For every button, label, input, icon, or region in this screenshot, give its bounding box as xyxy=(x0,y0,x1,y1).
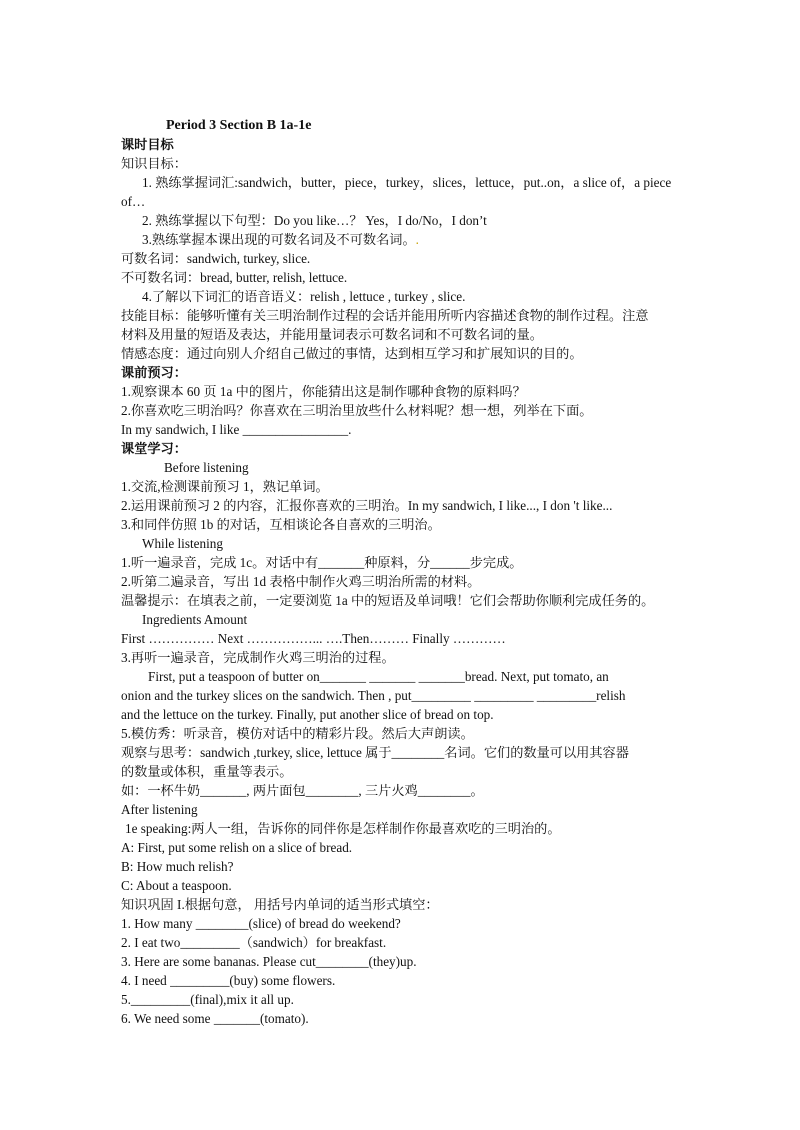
exercise-item-3: 3. Here are some bananas. Please cut________(they)up. xyxy=(121,954,417,969)
while-item-1: 1.听一遍录音，完成 1c。对话中有_______种原料，分______步完成。 xyxy=(121,555,523,570)
exercise-item-4: 4. I need _________(buy) some flowers. xyxy=(121,973,336,988)
example-line: 如：一杯牛奶_______, 两片面包________, 三片火鸡________。 xyxy=(121,783,484,798)
preview-item-2: 2.你喜欢吃三明治吗？你喜欢在三明治里放些什么材料呢？想一想，列举在下面。 xyxy=(121,403,593,418)
imitation-line: 5.模仿秀：听录音，模仿对话中的精彩片段。然后大声朗读。 xyxy=(121,726,474,741)
countable-nouns-line: 可数名词：sandwich, turkey, slice. xyxy=(121,251,311,266)
dialog-line-c: C: About a teaspoon. xyxy=(121,878,232,893)
heading-objectives: 课时目标 xyxy=(121,137,174,152)
before-item-2: 2.运用课前预习 2 的内容，汇报你喜欢的三明治。In my sandwich, I like..., I don 't like... xyxy=(121,498,613,513)
speaking-task-line: 1e speaking:两人一组，告诉你的同伴你是怎样制作你最喜欢吃的三明治的。 xyxy=(125,821,561,836)
before-listening-label: Before listening xyxy=(164,460,249,475)
exercise-item-5: 5._________(final),mix it all up. xyxy=(121,992,294,1007)
preview-fill-line: In my sandwich, I like ________________. xyxy=(121,422,352,437)
observation-line: 观察与思考：sandwich ,turkey, slice, lettuce 属于________名词。它们的数量可以用其容器 xyxy=(121,745,629,760)
emotion-objective-line: 情感态度：通过向别人介绍自己做过的事情，达到相互学习和扩展知识的目的。 xyxy=(121,346,583,361)
skill-objective-line-cont: 材料及用量的短语及表达，并能用量词表示可数名词和不可数名词的量。 xyxy=(121,327,543,342)
knowledge-objective-label: 知识目标： xyxy=(121,156,187,171)
tip-line: 温馨提示：在填表之前，一定要浏览 1a 中的短语及单词哦！它们会帮助你顺利完成任务的。 xyxy=(121,593,655,608)
observation-line-cont: 的数量或体积，重量等表示。 xyxy=(121,764,293,779)
heading-class-study: 课堂学习： xyxy=(121,441,187,456)
while-listening-label: While listening xyxy=(142,536,223,551)
sequence-line: First …………… Next ……………... ….Then……… Finally ………… xyxy=(121,631,506,646)
exercise-item-2: 2. I eat two_________（sandwich）for breakfast. xyxy=(121,935,387,950)
noun-objective-text: 3.熟练掌握本课出现的可数名词及不可数名词。 xyxy=(142,232,416,247)
exercise-item-1: 1. How many ________(slice) of bread do weekend? xyxy=(121,916,401,931)
while-item-2: 2.听第二遍录音，写出 1d 表格中制作火鸡三明治所需的材料。 xyxy=(121,574,481,589)
before-item-1: 1.交流,检测课前预习 1，熟记单词。 xyxy=(121,479,329,494)
document-title: Period 3 Section B 1a-1e xyxy=(166,118,312,133)
noun-objective-line xyxy=(142,231,419,250)
dialog-line-b: B: How much relish? xyxy=(121,859,234,874)
after-listening-label: After listening xyxy=(121,802,198,817)
sentence-pattern-line: 2. 熟练掌握以下句型：Do you like…？ Yes，I do/No，I don’t xyxy=(142,213,487,228)
vocab-objective-line: 1. 熟练掌握词汇:sandwich，butter，piece，turkey，slices，lettuce，put..on，a slice of，a piece xyxy=(142,175,672,190)
uncountable-nouns-line: 不可数名词：bread, butter, relish, lettuce. xyxy=(121,270,348,285)
dialog-line-a: A: First, put some relish on a slice of bread. xyxy=(121,840,353,855)
vocab-objective-line-cont: of… xyxy=(121,194,146,209)
pronunciation-line: 4.了解以下词汇的语音语义：relish , lettuce , turkey , slice. xyxy=(142,289,466,304)
consolidation-heading: 知识巩固 I.根据句意， 用括号内单词的适当形式填空： xyxy=(121,897,439,912)
table-header-line: Ingredients Amount xyxy=(142,612,248,627)
exercise-item-6: 6. We need some _______(tomato). xyxy=(121,1011,309,1026)
before-item-3: 3.和同伴仿照 1b 的对话，互相谈论各自喜欢的三明治。 xyxy=(121,517,441,532)
process-line-1: First, put a teaspoon of butter on_______ _______ _______bread. Next, put tomato, an xyxy=(148,669,609,684)
preview-item-1: 1.观察课本 60 页 1a 中的图片，你能猜出这是制作哪种食物的原料吗？ xyxy=(121,384,526,399)
process-line-3: and the lettuce on the turkey. Finally, put another slice of bread on top. xyxy=(121,707,494,722)
highlight-dot: . xyxy=(415,232,419,247)
skill-objective-line: 技能目标：能够听懂有关三明治制作过程的会话并能用所听内容描述食物的制作过程。注意 xyxy=(121,308,649,323)
heading-preview: 课前预习： xyxy=(121,365,187,380)
process-line-2: onion and the turkey slices on the sandwich. Then , put_________ _________ _________relish xyxy=(121,688,626,703)
while-item-3: 3.再听一遍录音，完成制作火鸡三明治的过程。 xyxy=(121,650,395,665)
